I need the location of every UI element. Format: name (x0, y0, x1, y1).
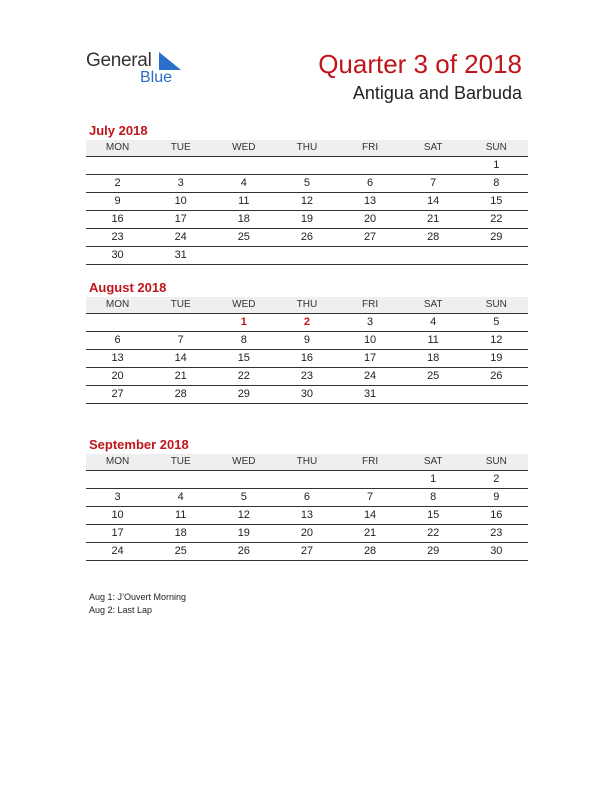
day-cell: 31 (174, 249, 187, 261)
day-cell: 11 (238, 195, 250, 207)
day-cell: 5 (303, 177, 310, 189)
empty-day-cell (275, 471, 338, 488)
day-cell: 26 (300, 231, 314, 243)
month-july (86, 122, 528, 265)
day-cell: 20 (300, 527, 314, 539)
empty-day-cell (402, 247, 465, 264)
empty-day-cell (212, 157, 275, 174)
day-cell: 2 (114, 177, 121, 189)
logo-text-blue: Blue (140, 69, 173, 86)
day-cell: 5 (493, 316, 500, 328)
month-august (86, 279, 528, 404)
day-cell: 21 (363, 527, 377, 539)
month-title: August 2018 (89, 280, 167, 295)
day-cell: 12 (300, 195, 314, 207)
day-cell: 27 (300, 545, 314, 557)
empty-day-cell (86, 471, 149, 488)
weekday-label: MON (105, 142, 130, 153)
day-cell: 25 (427, 370, 440, 382)
day-cell: 10 (174, 195, 187, 207)
day-cell: 13 (300, 509, 314, 521)
weekday-label: TUE (170, 142, 191, 153)
day-cell: 16 (490, 509, 503, 521)
empty-day-cell (465, 386, 528, 403)
day-cell: 18 (174, 527, 187, 539)
day-cell: 4 (177, 491, 184, 503)
weekday-label: TUE (170, 299, 191, 310)
day-cell: 6 (303, 491, 310, 503)
day-cell: 23 (300, 370, 314, 382)
day-cell: 9 (114, 195, 121, 207)
day-cell: 27 (111, 388, 124, 400)
day-cell: 13 (363, 195, 377, 207)
weekday-label: WED (232, 142, 256, 153)
weekday-header (86, 454, 528, 471)
weekday-label: SAT (423, 142, 443, 153)
weekday-label: MON (105, 299, 130, 310)
weekday-label: SUN (485, 142, 507, 153)
day-cell: 29 (427, 545, 440, 557)
day-cell: 20 (363, 213, 377, 225)
weekday-label: THU (296, 142, 318, 153)
day-cell: 1 (493, 159, 500, 171)
day-cell: 10 (111, 509, 124, 521)
day-cell: 5 (240, 491, 247, 503)
day-cell: 13 (111, 352, 124, 364)
day-cell: 7 (177, 334, 184, 346)
day-cell: 28 (363, 545, 377, 557)
week-row (86, 193, 528, 211)
holiday-note: Aug 1: J’Ouvert Morning (89, 592, 187, 602)
day-cell: 6 (114, 334, 121, 346)
logo-text-general: General (86, 50, 152, 71)
day-cell: 2 (493, 473, 500, 485)
weekday-header (86, 297, 528, 314)
month-title: September 2018 (89, 437, 189, 452)
weekday-label: MON (105, 456, 130, 467)
empty-day-cell (149, 471, 212, 488)
holiday-note: Aug 2: Last Lap (89, 605, 153, 615)
week-row (86, 489, 528, 507)
week-row (86, 332, 528, 350)
day-cell: 1 (430, 473, 437, 485)
day-cell: 17 (363, 352, 377, 364)
generalblue-logo (86, 50, 186, 90)
day-cell: 12 (490, 334, 503, 346)
day-cell: 7 (430, 177, 437, 189)
day-cell: 26 (237, 545, 250, 557)
logo-triangle-icon (159, 52, 181, 70)
day-cell: 22 (490, 213, 503, 225)
day-cell: 29 (490, 231, 503, 243)
day-cell: 11 (174, 509, 187, 521)
empty-day-cell (402, 386, 465, 403)
day-cell: 6 (367, 177, 374, 189)
page-title: Quarter 3 of 2018 (318, 49, 522, 79)
day-cell: 31 (363, 388, 377, 400)
day-cell: 23 (490, 527, 503, 539)
day-cell: 25 (237, 231, 250, 243)
week-row (86, 175, 528, 193)
day-cell: 19 (300, 213, 314, 225)
day-cell: 30 (300, 388, 314, 400)
day-cell: 3 (177, 177, 184, 189)
empty-day-cell (402, 157, 465, 174)
empty-day-cell (275, 247, 338, 264)
week-row (86, 507, 528, 525)
day-cell: 21 (174, 370, 187, 382)
day-cell: 8 (430, 491, 437, 503)
week-row (86, 229, 528, 247)
day-cell: 11 (427, 334, 439, 346)
day-cell: 24 (111, 545, 124, 557)
day-cell: 19 (490, 352, 503, 364)
empty-day-cell (212, 247, 275, 264)
day-cell: 18 (427, 352, 440, 364)
day-cell: 22 (237, 370, 250, 382)
day-cell: 17 (111, 527, 124, 539)
country-name: Antigua and Barbuda (352, 83, 522, 103)
weekday-label: TUE (170, 456, 191, 467)
day-cell: 24 (363, 370, 377, 382)
day-cell: 25 (174, 545, 187, 557)
empty-day-cell (149, 157, 212, 174)
weekday-label: SAT (423, 299, 443, 310)
month-weeks (86, 471, 528, 561)
empty-day-cell (86, 157, 149, 174)
weekday-label: THU (296, 456, 318, 467)
day-cell: 4 (430, 316, 437, 328)
day-cell: 17 (174, 213, 187, 225)
weekday-label: FRI (362, 299, 379, 310)
empty-day-cell (465, 247, 528, 264)
week-row (86, 314, 528, 332)
weekday-label: THU (296, 299, 318, 310)
week-row (86, 211, 528, 229)
week-row (86, 157, 528, 175)
month-weeks (86, 314, 528, 404)
month-weeks (86, 157, 528, 265)
day-cell: 15 (237, 352, 250, 364)
empty-day-cell (339, 247, 402, 264)
day-cell: 29 (237, 388, 250, 400)
day-cell: 3 (367, 316, 374, 328)
day-cell: 14 (174, 352, 187, 364)
day-cell: 9 (303, 334, 310, 346)
week-row (86, 247, 528, 265)
day-cell: 2 (303, 316, 310, 328)
day-cell: 8 (240, 334, 247, 346)
day-cell: 19 (237, 527, 250, 539)
day-cell: 21 (427, 213, 440, 225)
weekday-label: WED (232, 456, 256, 467)
day-cell: 20 (111, 370, 124, 382)
day-cell: 23 (111, 231, 124, 243)
day-cell: 22 (427, 527, 440, 539)
empty-day-cell (149, 314, 212, 331)
week-row (86, 471, 528, 489)
day-cell: 14 (363, 509, 377, 521)
weekday-label: WED (232, 299, 256, 310)
day-cell: 16 (111, 213, 124, 225)
week-row (86, 386, 528, 404)
week-row (86, 543, 528, 561)
day-cell: 28 (427, 231, 440, 243)
day-cell: 28 (174, 388, 187, 400)
day-cell: 12 (237, 509, 250, 521)
day-cell: 15 (427, 509, 440, 521)
empty-day-cell (275, 157, 338, 174)
weekday-label: SAT (423, 456, 443, 467)
empty-day-cell (86, 314, 149, 331)
day-cell: 4 (240, 177, 247, 189)
empty-day-cell (212, 471, 275, 488)
holiday-notes (89, 591, 186, 617)
day-cell: 15 (490, 195, 503, 207)
day-cell: 16 (300, 352, 314, 364)
day-cell: 14 (427, 195, 440, 207)
day-cell: 1 (240, 316, 247, 328)
empty-day-cell (339, 157, 402, 174)
weekday-label: SUN (485, 456, 507, 467)
day-cell: 26 (490, 370, 503, 382)
day-cell: 3 (114, 491, 121, 503)
weekday-label: FRI (362, 456, 379, 467)
day-cell: 27 (363, 231, 377, 243)
month-september (86, 436, 528, 561)
day-cell: 7 (367, 491, 374, 503)
day-cell: 24 (174, 231, 187, 243)
day-cell: 9 (493, 491, 500, 503)
week-row (86, 350, 528, 368)
weekday-header (86, 140, 528, 157)
week-row (86, 368, 528, 386)
month-title: July 2018 (89, 123, 148, 138)
week-row (86, 525, 528, 543)
day-cell: 8 (493, 177, 500, 189)
weekday-label: SUN (485, 299, 507, 310)
empty-day-cell (339, 471, 402, 488)
day-cell: 10 (363, 334, 377, 346)
day-cell: 30 (111, 249, 124, 261)
day-cell: 30 (490, 545, 503, 557)
day-cell: 18 (237, 213, 250, 225)
weekday-label: FRI (362, 142, 379, 153)
